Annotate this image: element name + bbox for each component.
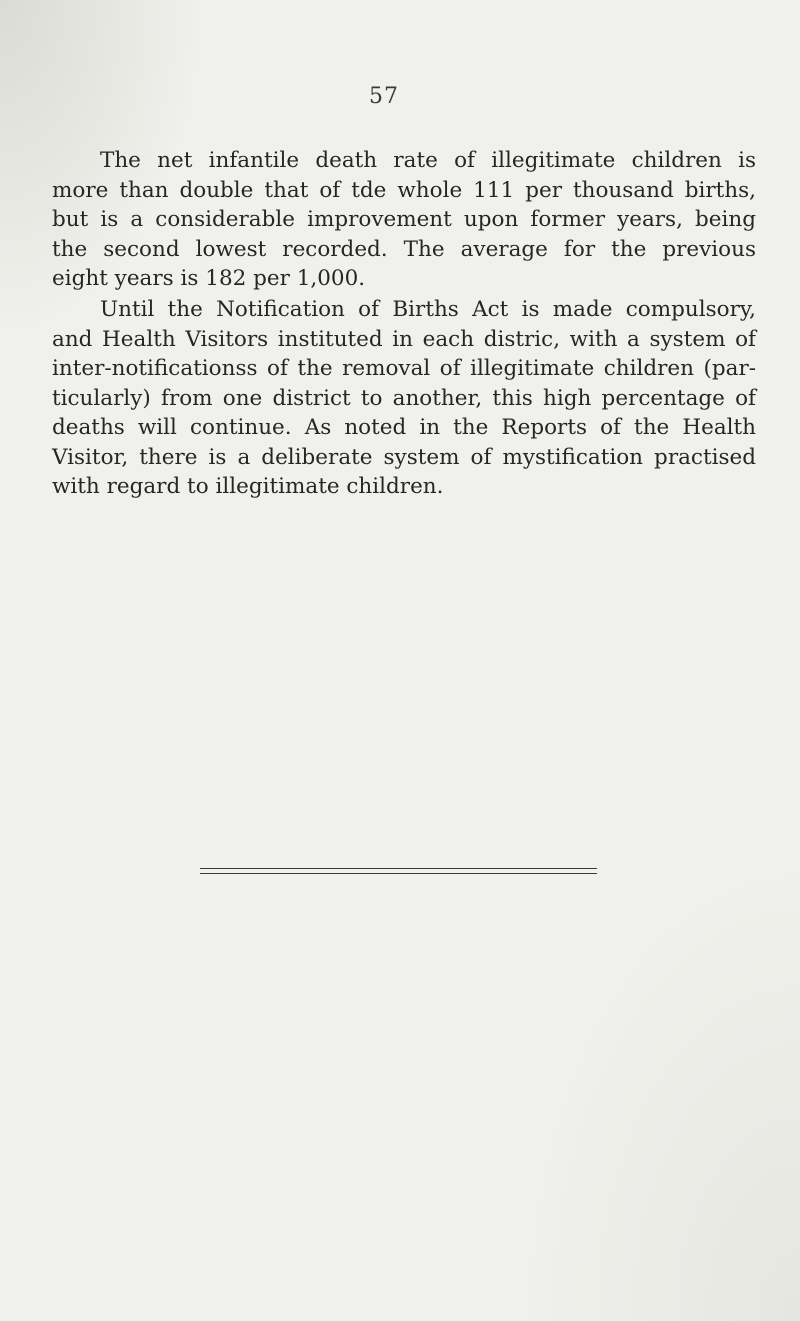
section-divider-rule bbox=[200, 868, 597, 869]
text-line: and Health Visitors instituted in each distric, with a system of bbox=[52, 326, 756, 352]
paragraph-illegitimate-death-rate bbox=[52, 146, 756, 294]
paragraph-notification-of-births bbox=[52, 295, 756, 502]
text-line: with regard to illegitimate children. bbox=[52, 474, 444, 499]
text-line: Visitor, there is a deliberate system of mystification practised bbox=[52, 444, 756, 470]
text-line: inter-notificationss of the removal of illegitimate children (par- bbox=[52, 356, 756, 381]
text-line: the second lowest recorded. The average for the previous bbox=[52, 236, 756, 262]
text-line: but is a considerable improvement upon former years, being bbox=[52, 207, 756, 232]
section-divider-rule bbox=[200, 873, 597, 874]
text-line: more than double that of tde whole 111 per thousand births, bbox=[52, 177, 756, 203]
text-line: deaths will continue. As noted in the Reports of the Health bbox=[52, 415, 756, 440]
text-line: ticularly) from one district to another, this high percentage of bbox=[52, 385, 756, 411]
text-line: The net infantile death rate of illegitimate children is bbox=[100, 148, 756, 173]
text-line: eight years is 182 per 1,000. bbox=[52, 266, 366, 291]
text-line: Until the Notification of Births Act is made compulsory, bbox=[100, 297, 756, 322]
page-number: 57 bbox=[369, 84, 399, 109]
